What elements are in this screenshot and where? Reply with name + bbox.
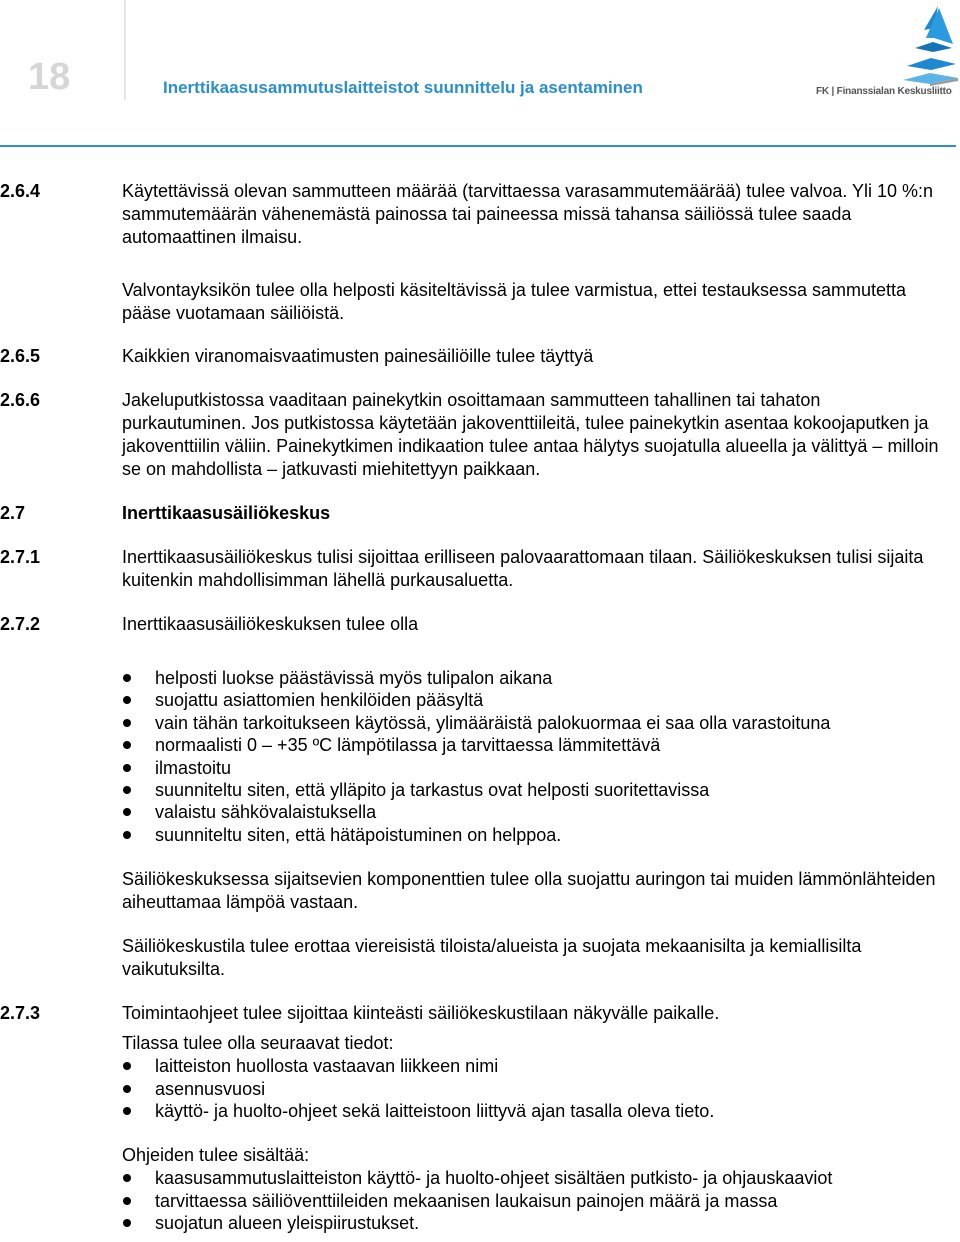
paragraph: Ohjeiden tulee sisältää: [122, 1145, 310, 1166]
section-heading: Inerttikaasusäiliökeskus [122, 503, 331, 523]
requirements-list [122, 667, 942, 846]
header-rule [0, 145, 956, 147]
paragraph: Inerttikaasusäiliökeskuksen tulee olla [122, 614, 419, 634]
section-2-6-6 [0, 389, 960, 481]
section-number: 2.7.1 [0, 547, 41, 567]
list-item: suojattu asiattomien henkilöiden pääsyltä [122, 689, 942, 711]
list-item: käyttö- ja huolto-ohjeet sekä laitteistoon liittyvä ajan tasalla oleva tieto. [122, 1100, 942, 1122]
list-item: valaistu sähkövalaistuksella [122, 801, 942, 823]
paragraph: Jakeluputkistossa vaaditaan painekytkin osoittamaan sammutteen tahallinen tai tahaton purkautuminen. Jos putkistossa käytetään jakoventtiileitä, tulee painekytkin asentaa kokoojaputken ja jakoventtiilin väliin. Painekytkimen indikaation tulee antaa hälytys suojatulla alueella ja välittyä – milloin se on mahdollista – jatkuvasti miehitettyyn paikkaan. [122, 390, 939, 479]
list-item: laitteiston huollosta vastaavan liikkeen nimi [122, 1055, 942, 1077]
section-2-7-3 [0, 1002, 960, 1234]
list-item: kaasusammutuslaitteiston käyttö- ja huolto-ohjeet sisältäen putkisto- ja ohjauskaaviot [122, 1167, 942, 1189]
document-body [0, 180, 960, 1235]
section-number: 2.6.6 [0, 390, 41, 410]
paragraph: Tilassa tulee olla seuraavat tiedot: [122, 1033, 394, 1054]
paragraph: Valvontayksikön tulee olla helposti käsiteltävissä ja tulee varmistua, ettei testauksessa sammutetta pääse vuotamaan säiliöistä. [122, 280, 907, 323]
list-item: asennusvuosi [122, 1078, 942, 1100]
section-number: 2.7 [0, 503, 26, 523]
section-number: 2.7.2 [0, 614, 41, 634]
paragraph: Käytettävissä olevan sammutteen määrää (tarvittaessa varasammutemäärää) tulee valvoa. Yli 10 %:n sammutemäärän vähenemästä painossa tai paineessa missä tahansa säiliössä tulee saada automaattinen ilmaisu. [122, 181, 934, 247]
info-list [122, 1055, 942, 1122]
section-number: 2.6.5 [0, 346, 41, 366]
list-item: vain tähän tarkoitukseen käytössä, ylimääräistä palokuormaa ei saa olla varastoituna [122, 712, 942, 734]
paragraph: Toimintaohjeet tulee sijoittaa kiinteästi säiliökeskustilaan näkyvälle paikalle. [122, 1003, 720, 1024]
section-2-7-2 [0, 613, 960, 981]
paragraph: Säiliökeskustila tulee erottaa viereisistä tiloista/alueista ja suojata mekaanisilta ja kemiallisilta vaikutuksilta. [122, 936, 862, 980]
section-number: 2.6.4 [0, 181, 41, 201]
list-item: suunniteltu siten, että ylläpito ja tarkastus ovat helposti suoritettavissa [122, 779, 942, 801]
list-item: helposti luokse päästävissä myös tulipalon aikana [122, 667, 942, 689]
paragraph: Kaikkien viranomaisvaatimusten painesäiliöille tulee täyttyä [122, 346, 594, 366]
section-2-6-5 [0, 345, 960, 368]
section-2-6-4 [0, 180, 960, 325]
section-number: 2.7.3 [0, 1003, 41, 1024]
paragraph: Inerttikaasusäiliökeskus tulisi sijoittaa erilliseen palovaarattomaan tilaan. Säiliökeskuksen tulisi sijaita kuitenkin mahdollisimman lähellä purkausaluetta. [122, 547, 924, 590]
paragraph: Säiliökeskuksessa sijaitsevien komponenttien tulee olla suojattu auringon tai muiden lämmönlähteiden aiheuttamaa lämpöä vastaan. [122, 869, 936, 913]
list-item: suunniteltu siten, että hätäpoistuminen on helppoa. [122, 824, 942, 846]
page-number: 18 [28, 56, 71, 98]
header-divider [124, 0, 126, 100]
list-item: suojatun alueen yleispiirustukset. [122, 1212, 942, 1234]
list-item: ilmastoitu [122, 757, 942, 779]
logo-text: FK | Finanssialan Keskusliitto [816, 86, 952, 97]
section-2-7-1 [0, 546, 960, 592]
list-item: normaalisti 0 – +35 ºC lämpötilassa ja tarvittaessa lämmitettävä [122, 734, 942, 756]
section-2-7 [0, 502, 960, 525]
guide-list [122, 1167, 942, 1234]
list-item: tarvittaessa säiliöventtiileiden mekaanisen laukaisun painojen määrä ja massa [122, 1190, 942, 1212]
running-title: Inerttikaasusammutuslaitteistot suunnittelu ja asentaminen [163, 78, 643, 97]
